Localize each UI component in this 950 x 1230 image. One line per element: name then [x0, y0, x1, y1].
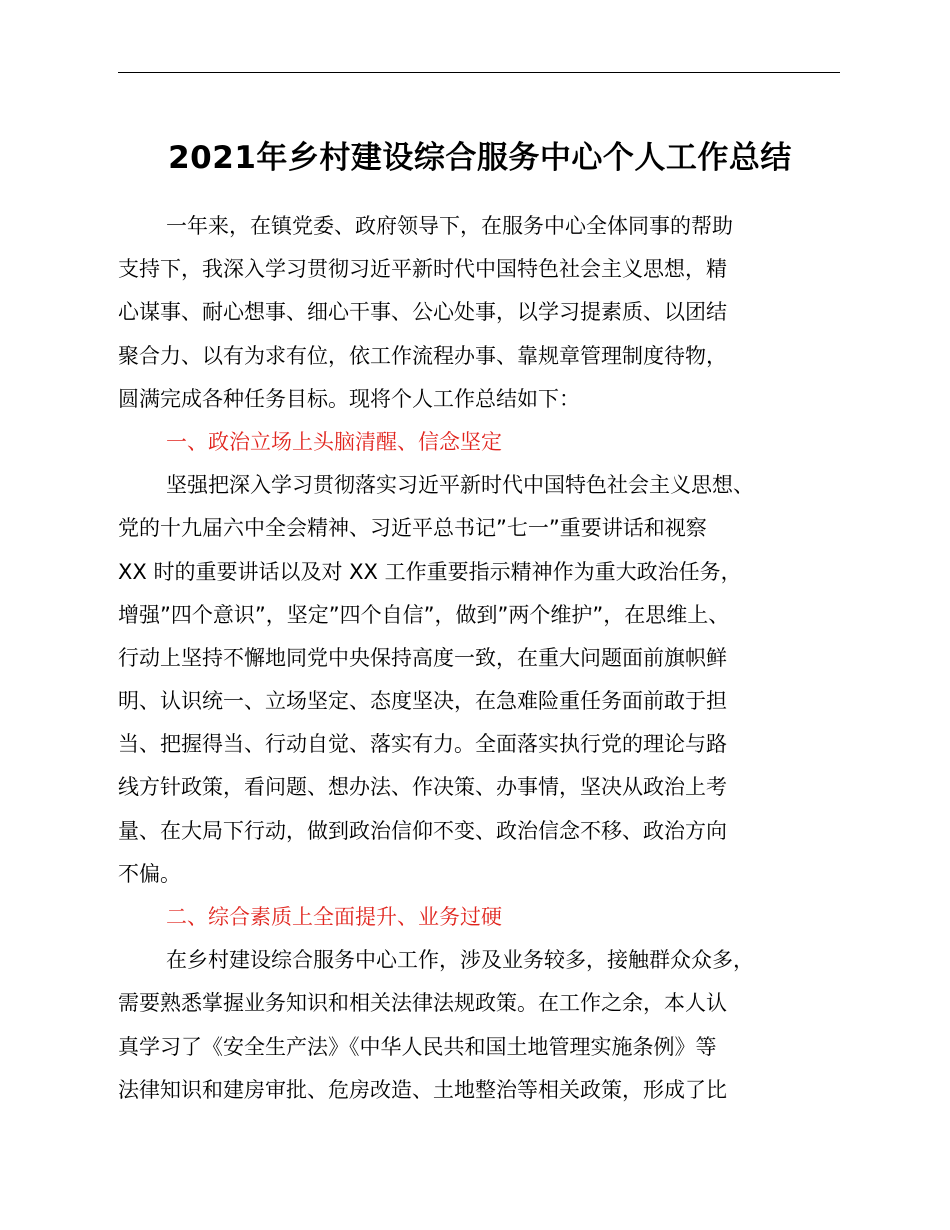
section1-line: 坚强把深入学习贯彻落实习近平新时代中国特色社会主义思想、 [166, 473, 754, 498]
section1-line: 线方针政策，看问题、想办法、作决策、办事情，坚决从政治上考 [118, 775, 727, 800]
header-rule [118, 72, 840, 73]
section-heading-quality: 二、综合素质上全面提升、业务过硬 [166, 905, 502, 929]
document-title: 2021年乡村建设综合服务中心个人工作总结 [168, 140, 792, 176]
intro-line: 一年来，在镇党委、政府领导下，在服务中心全体同事的帮助 [166, 214, 733, 238]
section2-line: 需要熟悉掌握业务知识和相关法律法规政策。在工作之余，本人认 [118, 991, 727, 1016]
section1-line: 明、认识统一、立场坚定、态度坚决，在急难险重任务面前敢于担 [118, 689, 727, 714]
section1-line: 增强”四个意识”，坚定”四个自信”，做到”两个维护”，在思维上、 [118, 602, 730, 627]
section1-line: 量、在大局下行动，做到政治信仰不变、政治信念不移、政治方向 [118, 818, 727, 843]
intro-line: 圆满完成各种任务目标。现将个人工作总结如下： [118, 386, 580, 411]
section1-line: 党的十九届六中全会精神、习近平总书记”七一”重要讲话和视察 [118, 516, 707, 541]
document-body [118, 205, 858, 1112]
section1-line: 当、把握得当、行动自觉、落实有力。全面落实执行党的理论与路 [118, 732, 727, 757]
section1-line: 不偏。 [118, 861, 181, 886]
section2-line: 真学习了《安全生产法》《中华人民共和国土地管理实施条例》等 [118, 1034, 717, 1059]
intro-line: 支持下，我深入学习贯彻习近平新时代中国特色社会主义思想，精 [118, 257, 727, 282]
section-heading-political: 一、政治立场上头脑清醒、信念坚定 [166, 429, 502, 454]
section2-line: 法律知识和建房审批、危房改造、土地整治等相关政策，形成了比 [118, 1077, 727, 1102]
section1-line: 行动上坚持不懈地同党中央保持高度一致，在重大问题面前旗帜鲜 [118, 645, 727, 670]
section2-line: 在乡村建设综合服务中心工作，涉及业务较多，接触群众众多， [166, 948, 754, 973]
intro-line: 心谋事、耐心想事、细心干事、公心处事，以学习提素质、以团结 [118, 300, 727, 325]
intro-line: 聚合力、以有为求有位，依工作流程办事、靠规章管理制度待物， [118, 343, 727, 368]
section1-line: XX 时的重要讲话以及对 XX 工作重要指示精神作为重大政治任务， [118, 559, 742, 584]
